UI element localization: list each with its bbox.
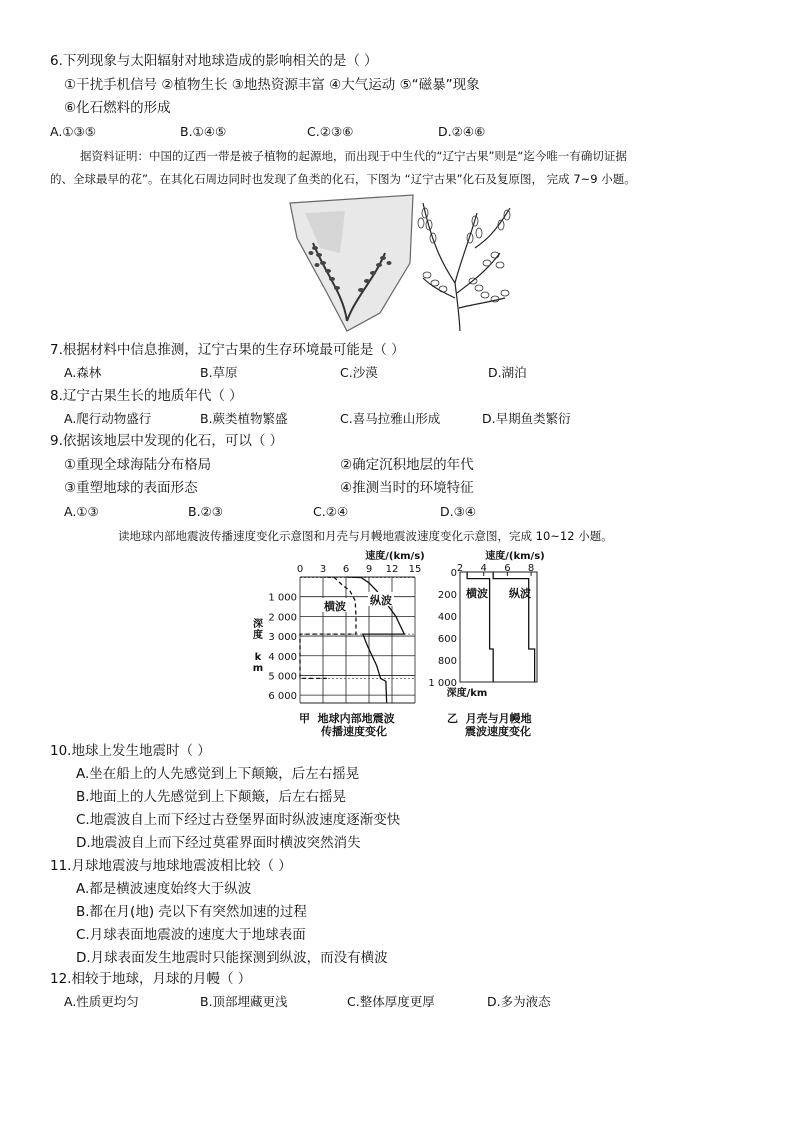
- chart-a-xlabel: 速度/(km/s): [365, 551, 425, 562]
- q10-option-a: A.坐在船上的人先感觉到上下颠簸，后左右摇晃: [76, 766, 360, 782]
- q9-item-2: ②确定沉积地层的年代: [340, 457, 474, 473]
- chart-b-ytick: 800: [437, 656, 457, 667]
- q8-option-d: D.早期鱼类繁衍: [482, 411, 571, 426]
- chart-a-ytick: 6 000: [268, 691, 297, 703]
- q12-option-a: A.性质更均匀: [64, 994, 139, 1009]
- q12-option-d: D.多为液态: [487, 994, 551, 1009]
- q6-option-a: A.①③⑤: [50, 124, 96, 139]
- chart-a-title-line2: 传播速度变化: [321, 725, 387, 738]
- chart-a-ylabel-char: k: [254, 652, 262, 663]
- q10-option-b: B.地面上的人先感觉到上下颠簸，后左右摇晃: [76, 789, 347, 805]
- material1-line1: 据资料证明：中国的辽西一带是被子植物的起源地，而出现于中生代的“辽宁古果”则是“迄今唯一有确切证据: [80, 149, 627, 163]
- chart-a-series-label-transverse: 横波: [324, 600, 346, 613]
- chart-a-xtick: 15: [408, 564, 422, 575]
- q11-stem: 11.月球地震波与地球地震波相比较（ ）: [50, 858, 292, 874]
- q6-option-d: D.②④⑥: [438, 124, 486, 139]
- q12-option-b: B.顶部埋藏更浅: [200, 994, 288, 1009]
- q10-option-d: D.地震波自上而下经过莫霍界面时横波突然消失: [76, 835, 361, 851]
- chart-b-ytick: 1 000: [428, 678, 457, 689]
- chart-a-ytick: 2 000: [268, 612, 297, 624]
- chart-a-ytick: 3 000: [268, 632, 297, 644]
- chart-b-ytick: 600: [437, 634, 457, 645]
- chart-a-xtick: 0: [296, 564, 304, 575]
- q11-option-a: A.都是横波速度始终大于纵波: [76, 881, 252, 897]
- q6-items-line2: ⑥化石燃料的形成: [64, 100, 171, 116]
- liaoning-reconstruction-image: [415, 193, 525, 333]
- chart-a-title-main: 地球内部地震波: [317, 712, 395, 725]
- q9-item-3: ③重塑地球的表面形态: [64, 480, 198, 496]
- q8-option-a: A.爬行动物盛行: [64, 411, 152, 426]
- chart-a-ytick: 5 000: [268, 671, 297, 683]
- chart-a-ylabel-char: 深: [253, 619, 263, 630]
- chart-a-xtick: 9: [365, 564, 373, 575]
- q6-stem: 6.下列现象与太阳辐射对地球造成的影响相关的是（ ）: [50, 53, 378, 69]
- liaoning-fossil-image: [285, 193, 420, 333]
- q9-stem: 9.依据该地层中发现的化石，可以（ ）: [50, 433, 284, 449]
- chart-b-title-line1: 乙 月壳与月幔地: [447, 712, 532, 725]
- q11-option-d: D.月球表面发生地震时只能探测到纵波，而没有横波: [76, 950, 388, 966]
- chart-b-series-label-transverse: 横波: [466, 587, 488, 600]
- chart-a-xtick: 3: [319, 564, 327, 575]
- q9-option-b: B.②③: [188, 504, 223, 519]
- chart-b-xtick: 8: [527, 563, 535, 574]
- material1-line2: 的、全球最早的花”。在其化石周边同时也发现了鱼类的化石，下图为 “辽宁古果”化石及复原图， 完成 7~9 小题。: [50, 172, 636, 186]
- q9-item-1: ①重现全球海陆分布格局: [64, 457, 212, 473]
- chart-b-series-label-longitudinal: 纵波: [509, 587, 531, 600]
- q8-option-b: B.蕨类植物繁盛: [200, 411, 288, 426]
- q6-option-c: C.②③⑥: [307, 124, 354, 139]
- chart-a-xtick: 6: [342, 564, 350, 575]
- chart-b-ytick: 200: [437, 590, 457, 601]
- chart-a-title-prefix: 甲: [299, 712, 310, 725]
- chart-a-series-label-longitudinal: 纵波: [370, 594, 392, 607]
- q7-stem: 7.根据材料中信息推测，辽宁古果的生存环境最可能是（ ）: [50, 342, 405, 358]
- moon-seismic-chart: [425, 545, 555, 740]
- chart-a-series-transverse: [300, 577, 356, 678]
- material2-line1: 读地球内部地震波传播速度变化示意图和月壳与月幔地震波速度变化示意图，完成 10~12 小题。: [118, 529, 613, 543]
- chart-b-ylabel: 深度/km: [446, 688, 488, 699]
- chart-b-title-line2: 震波速度变化: [465, 725, 531, 738]
- q9-option-a: A.①③: [64, 504, 99, 519]
- q12-stem: 12.相较于地球，月球的月幔（ ）: [50, 971, 252, 987]
- q7-option-b: B.草原: [200, 365, 238, 380]
- q7-option-d: D.湖泊: [488, 365, 527, 380]
- q7-option-c: C.沙漠: [340, 365, 378, 380]
- q9-item-4: ④推测当时的环境特征: [340, 480, 474, 496]
- chart-b-xtick: 4: [480, 563, 487, 574]
- q9-option-d: D.③④: [440, 504, 477, 519]
- q9-option-c: C.②④: [313, 504, 349, 519]
- chart-a-ylabel: [253, 617, 263, 674]
- q7-option-a: A.森林: [64, 365, 102, 380]
- chart-b-xtick: 6: [504, 563, 511, 574]
- q6-option-b: B.①④⑤: [180, 124, 227, 139]
- q11-option-c: C.月球表面地震波的速度大于地球表面: [76, 927, 306, 943]
- earth-seismic-chart: [245, 545, 425, 740]
- q12-option-c: C.整体厚度更厚: [347, 994, 435, 1009]
- chart-b-xlabel: 速度/(km/s): [485, 551, 545, 562]
- chart-b-ytick: 400: [437, 612, 457, 623]
- chart-b-ytick: 0: [450, 568, 457, 579]
- chart-a-ytick: 4 000: [268, 651, 297, 663]
- q10-option-c: C.地震波自上而下经过古登堡界面时纵波速度逐渐变快: [76, 812, 401, 828]
- q11-option-b: B.都在月(地) 壳以下有突然加速的过程: [76, 904, 307, 920]
- q10-stem: 10.地球上发生地震时（ ）: [50, 743, 211, 759]
- chart-a-xtick: 12: [385, 564, 399, 575]
- chart-a-ylabel-char: 度: [253, 630, 263, 641]
- chart-a-ylabel-char: m: [252, 663, 264, 674]
- chart-a-ytick: 1 000: [268, 592, 297, 604]
- q6-items-line1: ①干扰手机信号 ②植物生长 ③地热资源丰富 ④大气运动 ⑤“磁暴”现象: [64, 77, 480, 93]
- q8-option-c: C.喜马拉雅山形成: [340, 411, 441, 426]
- chart-a-title-line1: [299, 712, 395, 725]
- chart-b-xtick: 2: [456, 563, 464, 574]
- q8-stem: 8.辽宁古果生长的地质年代（ ）: [50, 388, 243, 404]
